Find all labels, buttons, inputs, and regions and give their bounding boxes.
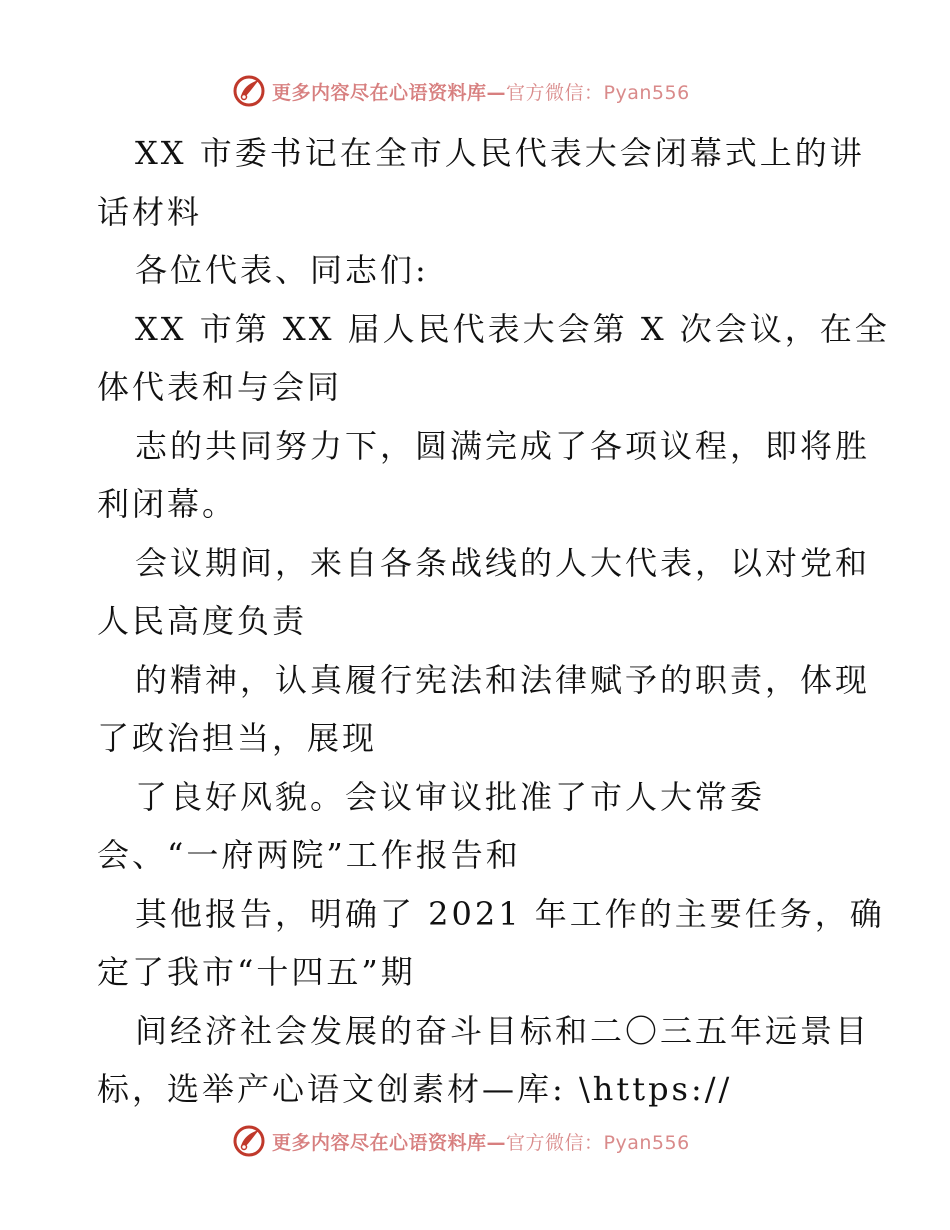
footer-watermark xyxy=(232,1121,690,1161)
document-body xyxy=(97,124,897,1119)
watermark-text-cn: 更多内容尽在心语资料库— xyxy=(272,1131,507,1154)
paragraph-line: 间经济社会发展的奋斗目标和二〇三五年远景目 xyxy=(135,1011,871,1050)
paragraph-line: 了良好风貌。会议审议批准了市人大常委 xyxy=(135,777,766,816)
watermark-text-wechat: 官方微信：Pyan556 xyxy=(506,1131,690,1154)
watermark-logo-icon xyxy=(232,1124,266,1158)
watermark-text-wechat: 官方微信：Pyan556 xyxy=(506,81,690,104)
paragraph-line: 其他报告，明确了 2021 年工作的主要任务，确 xyxy=(135,894,885,933)
watermark-text xyxy=(272,1128,690,1155)
salutation: 各位代表、同志们: xyxy=(135,251,429,289)
paragraph-line: 利闭幕。 xyxy=(97,485,238,523)
watermark-text xyxy=(272,78,690,105)
header-watermark xyxy=(232,71,690,111)
paragraph-line: 体代表和与会同 xyxy=(97,368,343,406)
title-line-2: 话材料 xyxy=(97,192,203,231)
paragraph-line: XX 市第 XX 届人民代表大会第 X 次会议，在全 xyxy=(135,309,890,348)
paragraph-line: 标，选举产心语文创素材—库: \https:// xyxy=(97,1070,733,1108)
paragraph-line: 定了我市“十四五”期 xyxy=(97,953,416,991)
paragraph-line: 会议期间，来自各条战线的人大代表，以对党和 xyxy=(135,543,871,582)
paragraph-line: 的精神，认真履行宪法和法律赋予的职责，体现 xyxy=(135,660,871,699)
watermark-logo-icon xyxy=(232,74,266,108)
title-line-1: XX 市委书记在全市人民代表大会闭幕式上的讲 xyxy=(135,134,865,172)
paragraph-line: 志的共同努力下，圆满完成了各项议程，即将胜 xyxy=(135,426,871,465)
paragraph-line: 人民高度负责 xyxy=(97,602,308,640)
paragraph-line: 会、“一府两院”工作报告和 xyxy=(97,836,521,874)
paragraph-line: 了政治担当，展现 xyxy=(97,719,378,757)
watermark-text-cn: 更多内容尽在心语资料库— xyxy=(272,81,507,104)
